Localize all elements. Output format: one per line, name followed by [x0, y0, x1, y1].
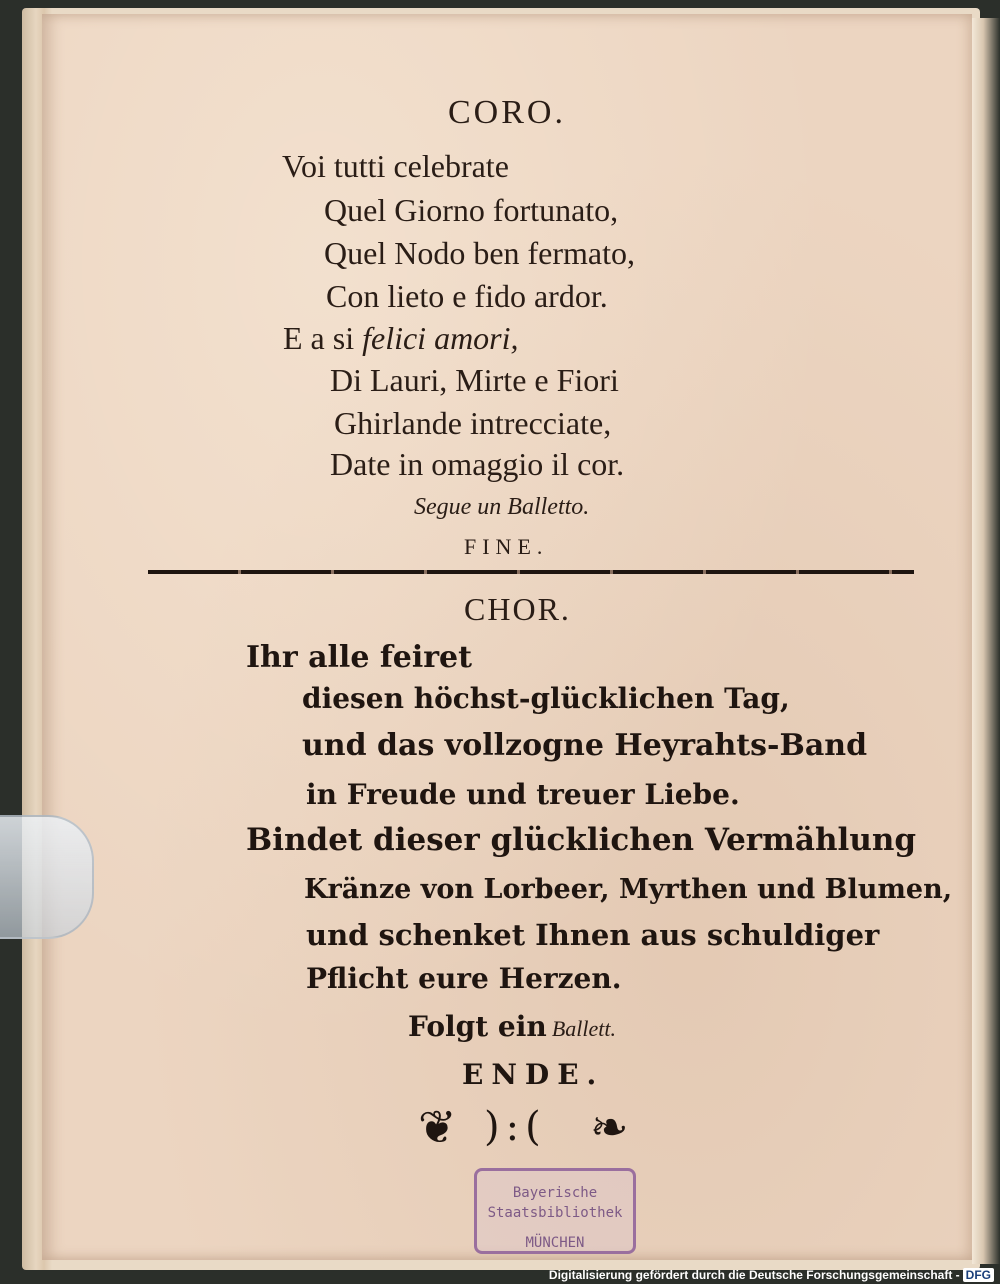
german-stage-direction-italic: Ballett. — [551, 1016, 616, 1041]
italian-line-7: Ghirlande intrecciate, — [334, 405, 612, 441]
german-line-2: diesen höchst-glücklichen Tag, — [302, 682, 790, 715]
ornament-center: ):( — [484, 1104, 547, 1150]
italian-line-5-roman: E a si — [283, 320, 363, 356]
german-line-7: und schenket Ihnen aus schuldiger — [306, 918, 880, 952]
german-heading: CHOR. — [464, 591, 571, 627]
stamp-line-2: Staatsbibliothek — [487, 1205, 623, 1221]
italian-heading: CORO. — [448, 94, 566, 131]
digitization-credit — [549, 1268, 994, 1282]
german-line-4: in Freude und treuer Liebe. — [306, 778, 740, 811]
facing-page-edge — [972, 18, 1000, 1264]
italian-line-5 — [283, 320, 519, 357]
italian-line-2: Quel Giorno fortunato, — [324, 192, 619, 228]
italian-line-5-italic: felici amori, — [362, 320, 519, 356]
ornament-left-icon: ❦ — [418, 1100, 457, 1154]
italian-stage-direction: Segue un Balletto. — [414, 494, 590, 520]
italian-line-8: Date in omaggio il cor. — [330, 446, 625, 482]
library-stamp — [474, 1168, 636, 1254]
german-stage-direction — [408, 1010, 616, 1043]
italian-line-3: Quel Nodo ben fermato, — [324, 235, 636, 271]
stamp-line-3: MÜNCHEN — [525, 1235, 585, 1251]
german-stage-direction-fraktur: Folgt ein — [408, 1010, 547, 1043]
credit-text: Digitalisierung gefördert durch die Deutsche Forschungsgemeinschaft - — [548, 1268, 960, 1282]
ornament-right-icon: ❧ — [590, 1100, 629, 1154]
italian-end: FINE. — [464, 534, 549, 559]
stamp-line-1: Bayerische — [512, 1185, 598, 1201]
italian-line-6: Di Lauri, Mirte e Fiori — [330, 362, 619, 398]
italian-line-4: Con lieto e fido ardor. — [326, 278, 608, 314]
book-clip — [0, 815, 94, 939]
section-divider — [148, 570, 914, 574]
german-end: ENDE. — [462, 1058, 605, 1091]
german-line-3: und das vollzogne Heyrahts-Band — [302, 728, 868, 763]
german-line-1: Ihr alle feiret — [246, 640, 472, 675]
dfg-logo-icon: DFG — [963, 1268, 994, 1282]
italian-line-1: Voi tutti celebrate — [282, 148, 509, 184]
german-line-5: Bindet dieser glücklichen Vermählung — [246, 822, 917, 858]
german-line-8: Pflicht eure Herzen. — [306, 962, 622, 995]
german-line-6: Kränze von Lorbeer, Myrthen und Blumen, — [304, 874, 953, 905]
